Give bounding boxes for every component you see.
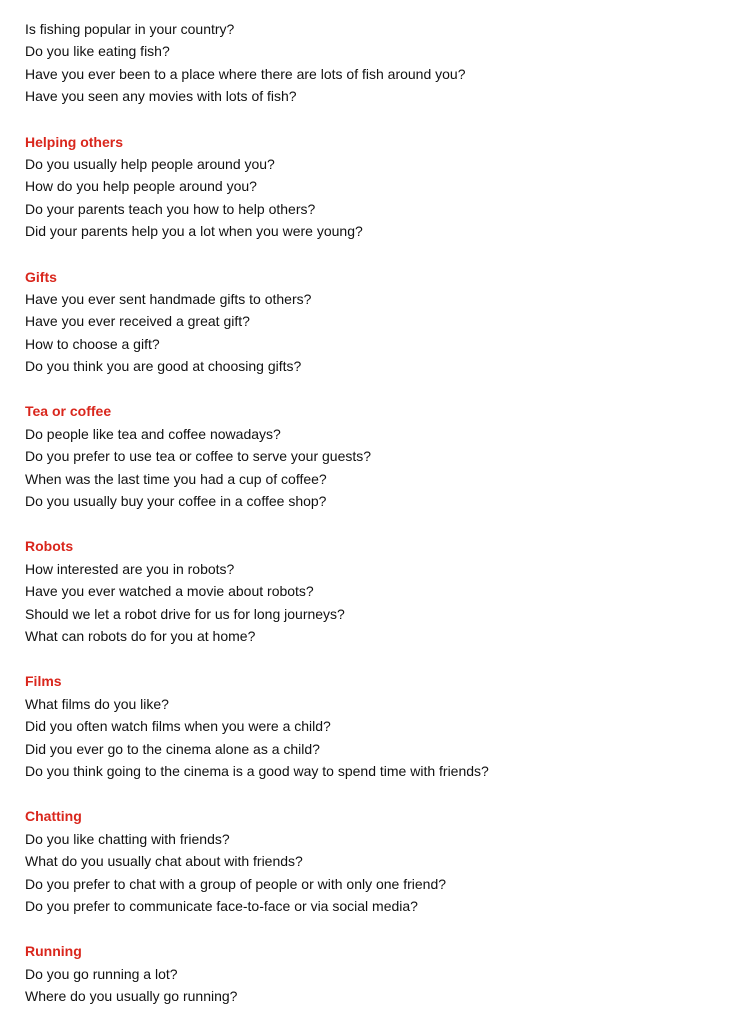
question-line: Do you usually buy your coffee in a coffee shop? [25, 493, 327, 510]
question-line: Did your parents help you a lot when you were young? [25, 223, 363, 240]
question-line: When was the last time you had a cup of coffee? [25, 470, 327, 487]
section-heading: Gifts [25, 268, 57, 285]
question-line: Do you prefer to use tea or coffee to serve your guests? [25, 448, 372, 465]
section-gifts [25, 266, 735, 378]
question-line: Where do you usually go running? [25, 988, 238, 1005]
question-line: Do you like eating fish? [25, 43, 170, 60]
section-films [25, 670, 735, 782]
question-line: Have you seen any movies with lots of fish? [25, 88, 297, 105]
section-heading: Helping others [25, 133, 124, 150]
question-line: What films do you like? [25, 695, 169, 712]
section-helping-others [25, 131, 735, 243]
section-fishing [25, 18, 735, 108]
question-line: Have you ever sent handmade gifts to others? [25, 290, 312, 307]
section-robots [25, 535, 735, 647]
section-heading: Films [25, 673, 62, 690]
question-line: Is fishing popular in your country? [25, 21, 235, 37]
question-line: Did you often watch films when you were a child? [25, 718, 331, 735]
question-line: How do you help people around you? [25, 178, 257, 195]
question-line: Do people like tea and coffee nowadays? [25, 425, 281, 442]
question-line: Do you prefer to chat with a group of people or with only one friend? [25, 875, 447, 892]
section-heading: Tea or coffee [25, 403, 112, 420]
question-line: Do you think you are good at choosing gifts? [25, 358, 302, 375]
question-line: Do your parents teach you how to help others? [25, 200, 316, 217]
question-line: Do you usually help people around you? [25, 155, 275, 172]
question-line: How interested are you in robots? [25, 560, 235, 577]
section-heading: Running [25, 943, 82, 960]
question-line: Do you like chatting with friends? [25, 830, 230, 847]
question-line: Have you ever been to a place where there are lots of fish around you? [25, 65, 466, 82]
section-heading: Robots [25, 538, 74, 555]
question-line: Should we let a robot drive for us for long journeys? [25, 605, 345, 622]
question-document [25, 18, 735, 1030]
section-chatting [25, 805, 735, 917]
question-line: Do you go running a lot? [25, 965, 178, 982]
question-line: What do you usually chat about with friends? [25, 853, 303, 870]
section-heading: Chatting [25, 808, 82, 825]
question-line: Did you ever go to the cinema alone as a child? [25, 740, 320, 757]
section-running [25, 940, 735, 1007]
question-line: What can robots do for you at home? [25, 627, 256, 644]
section-tea-or-coffee [25, 400, 735, 512]
question-line: How to choose a gift? [25, 335, 160, 352]
question-line: Have you ever watched a movie about robots? [25, 583, 314, 600]
question-line: Have you ever received a great gift? [25, 313, 250, 330]
question-line: Do you prefer to communicate face-to-face or via social media? [25, 897, 418, 914]
question-line: Do you think going to the cinema is a good way to spend time with friends? [25, 762, 489, 779]
